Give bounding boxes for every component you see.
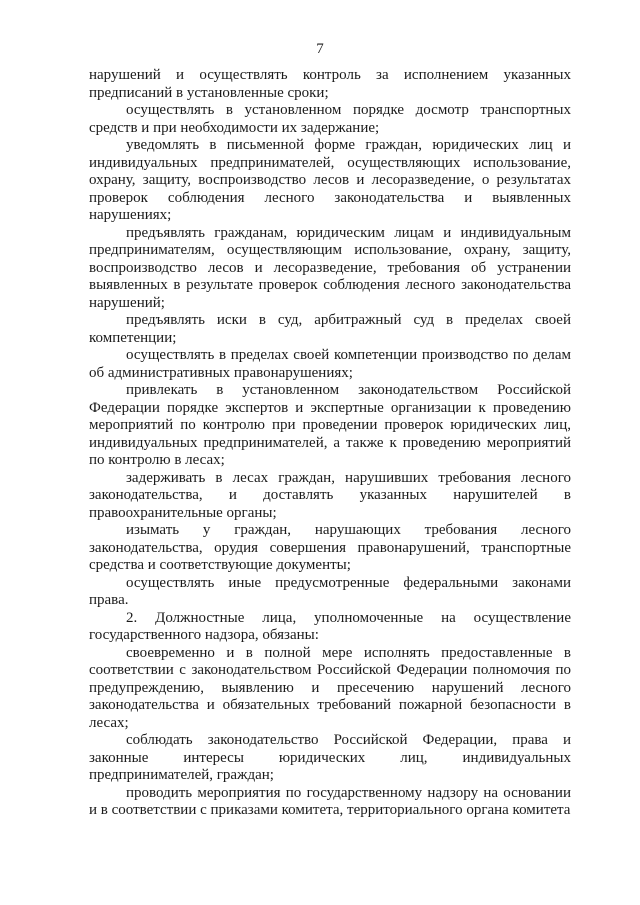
paragraph-notify-results: уведомлять в письменной форме граждан, юридических лиц и индивидуальных предпринимателей, осуществляющих использование, охрану, защиту, воспроизводство лесов и лесоразведение, о результатах проверок соблюдения лесного законодательства и выявленных нарушениях;: [89, 137, 571, 223]
paragraph-continuation: нарушений и осуществлять контроль за исполнением указанных предписаний в установленные сроки;: [89, 67, 571, 101]
paragraph-involve-experts: привлекать в установленном законодательством Российской Федерации порядке экспертов и экспертные организации к проведению мероприятий по контролю при проведении проверок юридических лиц, индивидуальных предпринимателей, а также к проведению мероприятий по контролю в лесах;: [89, 382, 571, 468]
paragraph-administrative-cases: осуществлять в пределах своей компетенции производство по делам об административных правонарушениях;: [89, 347, 571, 381]
paragraph-seize-instruments: изымать у граждан, нарушающих требования лесного законодательства, орудия совершения правонарушений, транспортные средства и соответствующие документы;: [89, 522, 571, 573]
paragraph-file-lawsuits: предъявлять иски в суд, арбитражный суд в пределах своей компетенции;: [89, 312, 571, 346]
paragraph-observe-legislation: соблюдать законодательство Российской Федерации, права и законные интересы юридических лиц, индивидуальных предпринимателей, граждан;: [89, 732, 571, 783]
paragraph-conduct-measures: проводить мероприятия по государственному надзору на основании и в соответствии с приказами комитета, территориального органа комитета: [89, 784, 571, 818]
document-body: [89, 67, 571, 820]
paragraph-demand-elimination: предъявлять гражданам, юридическим лицам и индивидуальным предпринимателям, осуществляющим использование, охрану, защиту, воспроизводство лесов и лесоразведение, требования об устранении выявленных в результате проверок соблюдения лесного законодательства нарушений;: [89, 224, 571, 311]
paragraph-detain-violators: задерживать в лесах граждан, нарушивших требования лесного законодательства, и доставлять указанных нарушителей в правоохранительные органы;: [89, 469, 571, 521]
paragraph-exercise-powers: своевременно и в полной мере исполнять предоставленные в соответствии с законодательством Российской Федерации полномочия по предупреждению, выявлению и пресечению нарушений лесного законодательства и обязательных требований пожарной безопасности в лесах;: [89, 644, 571, 731]
paragraph-inspect-vehicles: осуществлять в установленном порядке досмотр транспортных средств и при необходимости их задержание;: [89, 102, 571, 136]
paragraph-other-rights: осуществлять иные предусмотренные федеральными законами права.: [89, 574, 571, 608]
paragraph-section-2-obligations: 2. Должностные лица, уполномоченные на осуществление государственного надзора, обязаны:: [89, 609, 571, 643]
page-number: 7: [316, 41, 324, 57]
